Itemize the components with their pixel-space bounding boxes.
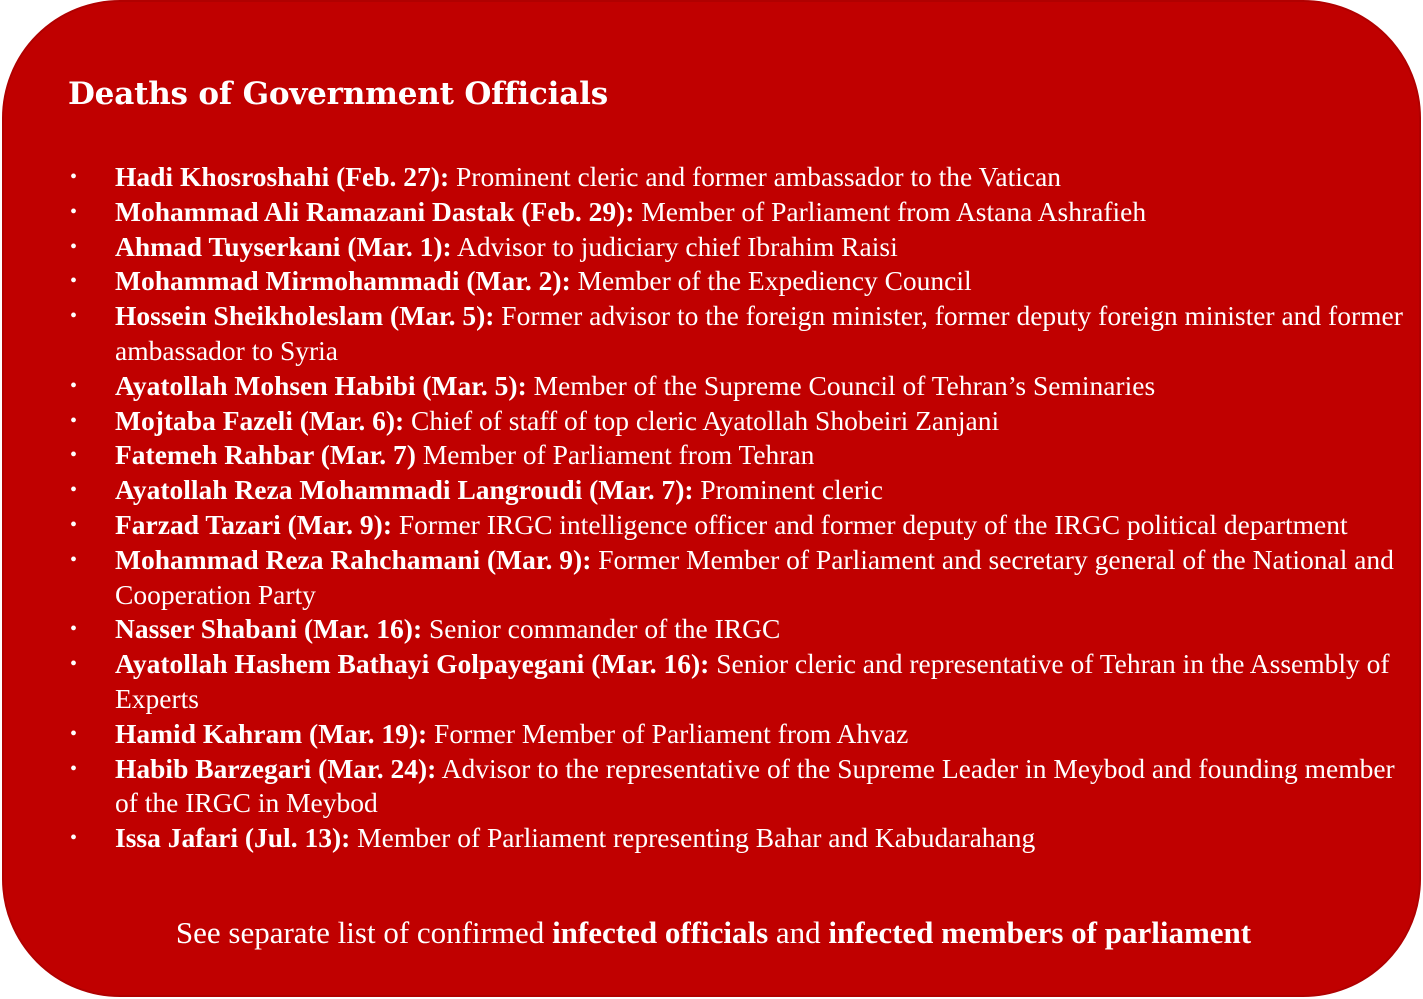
official-description: Member of Parliament from Astana Ashrafieh bbox=[634, 195, 1147, 227]
list-item bbox=[68, 717, 1408, 752]
official-name: Habib Barzegari (Mar. 24): bbox=[115, 752, 437, 784]
official-name: Mohammad Ali Ramazani Dastak (Feb. 29): bbox=[115, 195, 635, 227]
official-description: Advisor to judiciary chief Ibrahim Raisi bbox=[451, 230, 898, 262]
official-description: Member of Parliament representing Bahar and Kabudarahang bbox=[350, 822, 1036, 854]
official-description: Member of the Supreme Council of Tehran’s Seminaries bbox=[526, 369, 1156, 401]
bullet-icon: • bbox=[70, 618, 78, 641]
official-name: Issa Jafari (Jul. 13): bbox=[115, 822, 351, 854]
list-item bbox=[68, 647, 1408, 717]
official-description: Former advisor to the foreign minister, former deputy foreign minister and former ambassador to Syria bbox=[115, 300, 1403, 366]
list-item bbox=[68, 299, 1408, 369]
official-description: Senior commander of the IRGC bbox=[422, 613, 781, 645]
bullet-icon: • bbox=[70, 479, 78, 502]
official-description: Member of the Expediency Council bbox=[570, 265, 972, 297]
official-name: Mojtaba Fazeli (Mar. 6): bbox=[115, 404, 405, 436]
list-item bbox=[68, 230, 1408, 265]
bullet-icon: • bbox=[70, 827, 78, 850]
list-item bbox=[68, 195, 1408, 230]
bullet-icon: • bbox=[70, 166, 78, 188]
footer-note bbox=[4, 912, 1423, 954]
bullet-icon: • bbox=[70, 200, 78, 223]
officials-list bbox=[68, 160, 1408, 856]
footer-middle: and bbox=[768, 915, 829, 950]
list-item bbox=[68, 473, 1408, 508]
official-description: Advisor to the representative of the Supreme Leader in Meybod and founding member of the IRGC in Meybod bbox=[115, 752, 1395, 819]
list-item bbox=[68, 369, 1408, 404]
official-description: Former Member of Parliament and secretary general of the National and Cooperation Party bbox=[115, 543, 1394, 610]
official-description: Senior cleric and representative of Tehran in the Assembly of Experts bbox=[115, 648, 1390, 714]
bullet-icon: • bbox=[70, 548, 78, 571]
list-item bbox=[68, 438, 1408, 473]
bullet-icon: • bbox=[70, 374, 78, 397]
list-item bbox=[68, 404, 1408, 439]
card-title: Deaths of Government Officials bbox=[68, 76, 608, 112]
official-description: Prominent cleric and former ambassador to the Vatican bbox=[449, 161, 1062, 192]
bullet-icon: • bbox=[70, 270, 78, 293]
bullet-icon: • bbox=[70, 444, 78, 467]
official-name: Nasser Shabani (Mar. 16): bbox=[115, 613, 423, 645]
official-description: Member of Parliament from Tehran bbox=[415, 439, 815, 471]
infected-mps-link[interactable]: infected members of parliament bbox=[828, 915, 1252, 950]
list-item bbox=[68, 508, 1408, 543]
list-item bbox=[68, 821, 1408, 856]
official-name: Farzad Tazari (Mar. 9): bbox=[115, 508, 392, 540]
list-item bbox=[68, 543, 1408, 613]
official-name: Ayatollah Reza Mohammadi Langroudi (Mar. 7): bbox=[115, 474, 694, 506]
info-card bbox=[2, 0, 1421, 997]
official-name: Ayatollah Mohsen Habibi (Mar. 5): bbox=[115, 369, 527, 401]
official-name: Mohammad Reza Rahchamani (Mar. 9): bbox=[115, 543, 592, 575]
list-item bbox=[68, 160, 1408, 195]
bullet-icon: • bbox=[70, 235, 78, 258]
footer-prefix: See separate list of confirmed bbox=[175, 915, 553, 950]
bullet-icon: • bbox=[70, 653, 78, 676]
bullet-icon: • bbox=[70, 409, 78, 432]
official-description: Chief of staff of top cleric Ayatollah Shobeiri Zanjani bbox=[404, 404, 1000, 436]
official-name: Hossein Sheikholeslam (Mar. 5): bbox=[115, 300, 495, 332]
official-name: Fatemeh Rahbar (Mar. 7) bbox=[115, 439, 416, 471]
official-name: Ayatollah Hashem Bathayi Golpayegani (Mar. 16): bbox=[115, 648, 710, 680]
official-description: Prominent cleric bbox=[693, 474, 883, 506]
infected-officials-link[interactable]: infected officials bbox=[552, 915, 769, 950]
list-item bbox=[68, 264, 1408, 299]
bullet-icon: • bbox=[70, 757, 78, 780]
bullet-icon: • bbox=[70, 513, 78, 536]
official-name: Hadi Khosroshahi (Feb. 27): bbox=[115, 161, 450, 192]
official-description: Former IRGC intelligence officer and former deputy of the IRGC political department bbox=[392, 508, 1348, 540]
official-description: Former Member of Parliament from Ahvaz bbox=[427, 717, 909, 749]
list-item bbox=[68, 752, 1408, 822]
official-name: Mohammad Mirmohammadi (Mar. 2): bbox=[115, 265, 571, 297]
official-name: Hamid Kahram (Mar. 19): bbox=[115, 717, 428, 749]
bullet-icon: • bbox=[70, 305, 78, 328]
official-name: Ahmad Tuyserkani (Mar. 1): bbox=[115, 230, 452, 262]
list-item bbox=[68, 612, 1408, 647]
bullet-icon: • bbox=[70, 722, 78, 745]
